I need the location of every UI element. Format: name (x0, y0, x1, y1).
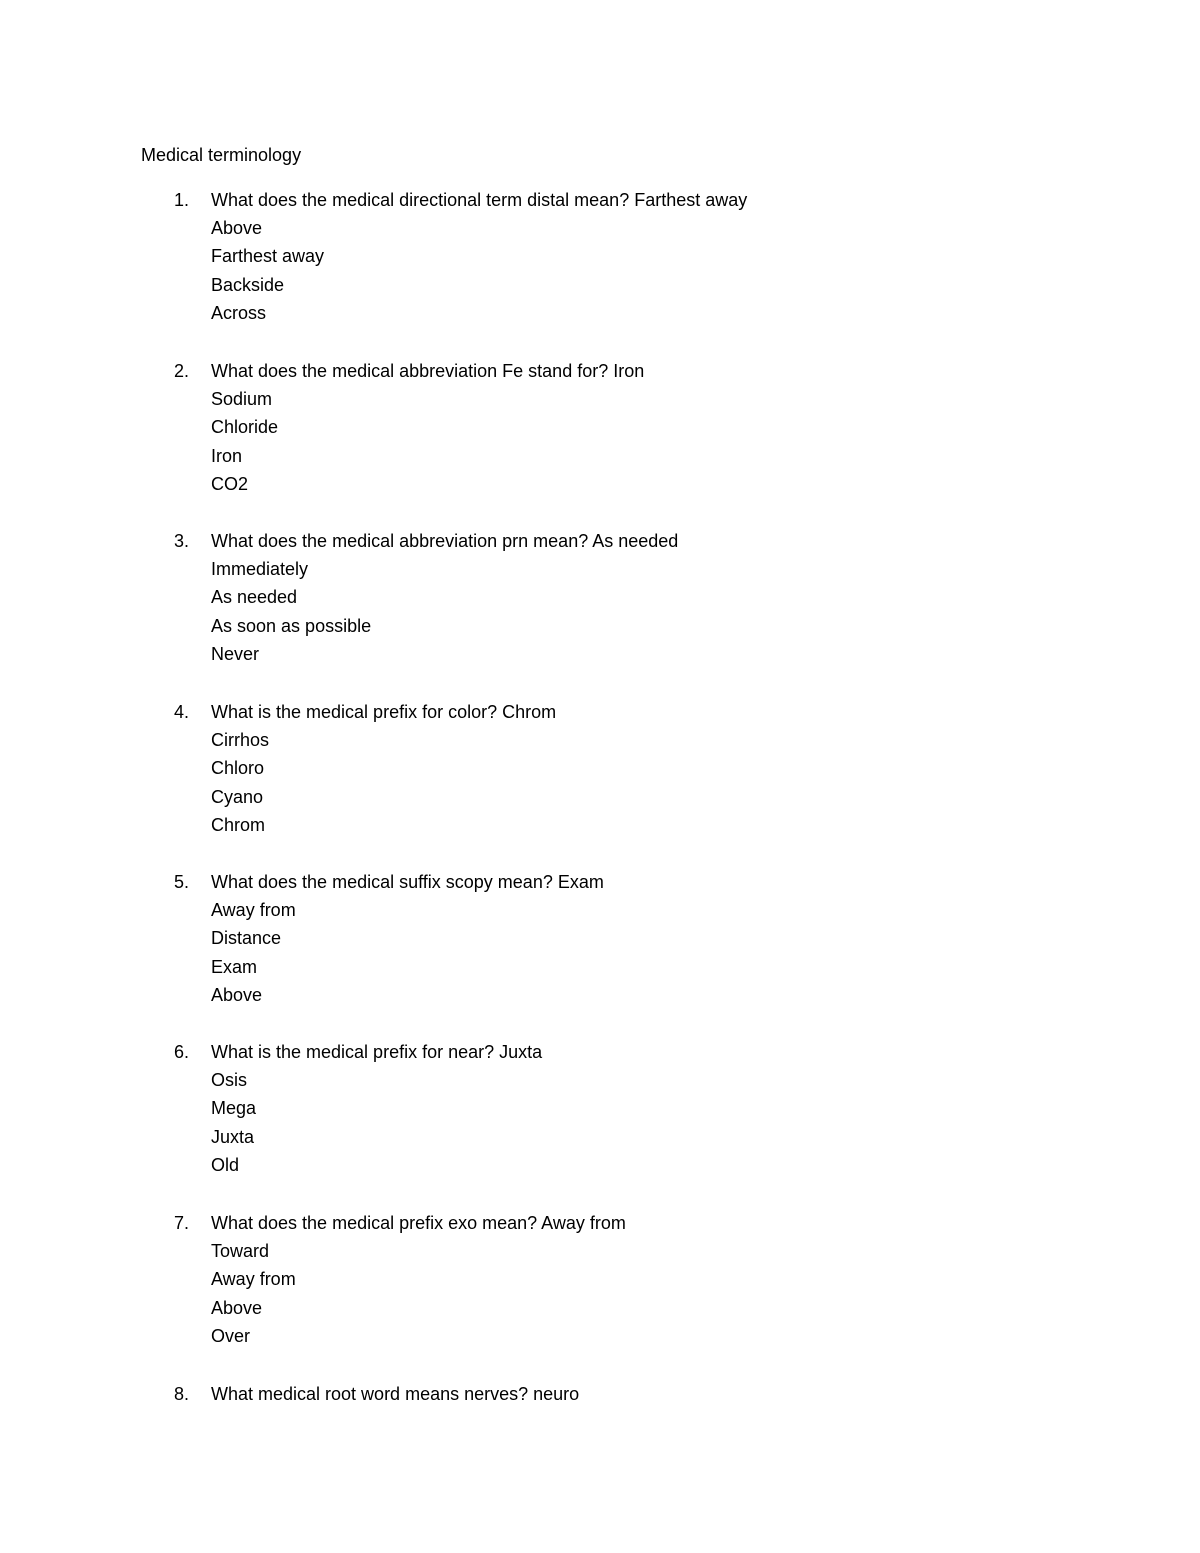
answer-option: Distance (211, 928, 282, 949)
answer-option: Sodium (211, 389, 273, 409)
answer-option: Over (211, 1326, 251, 1347)
answer-option: Toward (211, 1241, 270, 1261)
question-number: 8. (174, 1384, 190, 1404)
question-number: 2. (174, 361, 190, 381)
question-text: What does the medical suffix scopy mean? Exam (211, 872, 604, 892)
answer-option: Backside (211, 274, 285, 295)
answer-option: Above (211, 985, 263, 1006)
question-number: 4. (174, 702, 190, 722)
question-item (0, 357, 1200, 499)
question-number: 5. (174, 872, 190, 892)
answer-option: As needed (211, 587, 298, 608)
question-text: What medical root word means nerves? neuro (211, 1384, 580, 1404)
answer-option: Mega (211, 1098, 257, 1119)
question-number: 3. (174, 531, 190, 551)
answer-option: Away from (211, 1269, 296, 1290)
question-text: What is the medical prefix for near? Juxta (211, 1042, 543, 1062)
answer-option: As soon as possible (211, 615, 372, 636)
answer-option: Never (211, 644, 260, 665)
question-text: What does the medical prefix exo mean? Away from (211, 1213, 626, 1233)
document-title: Medical terminology (141, 145, 302, 165)
answer-option: Old (211, 1155, 240, 1176)
answer-option: Immediately (211, 559, 309, 579)
question-item (0, 1038, 1200, 1180)
answer-option: Above (211, 1297, 263, 1318)
question-item (0, 1380, 1200, 1408)
question-item (0, 698, 1200, 840)
answer-option: Iron (211, 445, 243, 466)
question-text: What does the medical abbreviation prn mean? As needed (211, 531, 679, 551)
question-text: What does the medical abbreviation Fe stand for? Iron (211, 361, 645, 381)
question-item (0, 186, 1200, 328)
question-item (0, 868, 1200, 1010)
question-number: 1. (174, 190, 190, 210)
answer-option: Juxta (211, 1126, 255, 1147)
question-number: 7. (174, 1213, 190, 1233)
answer-option: Across (211, 303, 267, 324)
answer-option: Farthest away (211, 246, 325, 267)
answer-option: Cyano (211, 786, 264, 807)
answer-option: Chloro (211, 758, 265, 779)
answer-option: Exam (211, 956, 258, 977)
question-text: What does the medical directional term distal mean? Farthest away (211, 190, 748, 210)
question-text: What is the medical prefix for color? Chrom (211, 702, 557, 722)
answer-option: Chloride (211, 417, 279, 438)
question-item (0, 527, 1200, 669)
answer-option: Away from (211, 900, 296, 920)
answer-option: Osis (211, 1070, 247, 1090)
question-item (0, 1209, 1200, 1351)
answer-option: CO2 (211, 474, 249, 495)
answer-option: Above (211, 218, 263, 238)
answer-option: Cirrhos (211, 730, 270, 750)
question-number: 6. (174, 1042, 190, 1062)
answer-option: Chrom (211, 815, 266, 836)
